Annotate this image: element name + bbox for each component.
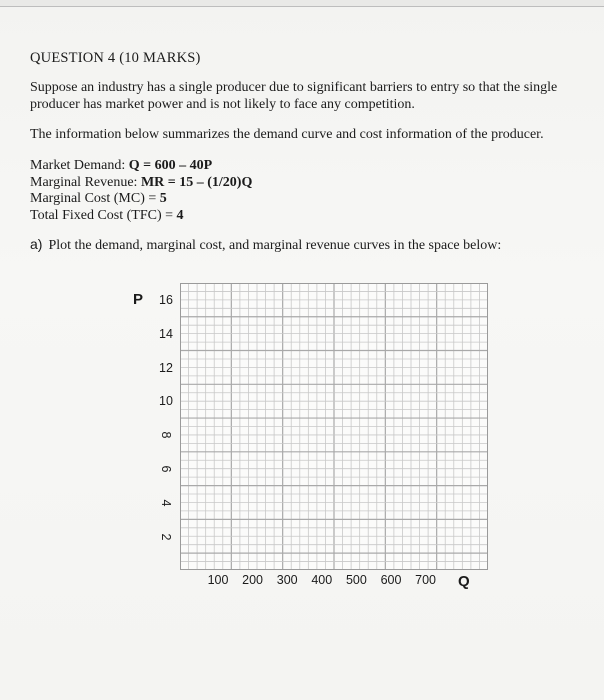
x-tick-label: 500	[345, 573, 367, 587]
x-tick-label: 100	[207, 573, 229, 587]
part-a-text: Plot the demand, marginal cost, and marginal revenue curves in the space below:	[48, 238, 502, 253]
y-tick-label: 10	[159, 394, 173, 409]
x-tick-label: 300	[276, 573, 298, 587]
y-axis-label: P	[133, 291, 144, 308]
equation-label: Total Fixed Cost (TFC) =	[30, 207, 177, 223]
y-tick-label: 8	[159, 431, 173, 439]
y-tick-label: 6	[159, 465, 173, 473]
part-a-label: a)	[30, 236, 43, 252]
equation-mr	[30, 175, 252, 192]
y-tick-label: 14	[159, 326, 173, 341]
x-tick-label: 200	[242, 573, 264, 587]
y-tick-label: 16	[159, 293, 173, 307]
equation-list	[30, 158, 252, 224]
x-tick-label: 700	[415, 573, 437, 587]
equation-formula: Q = 600 – 40P	[128, 158, 213, 173]
equation-formula: 5	[159, 191, 167, 206]
page-top-edge	[0, 0, 604, 7]
x-tick-label: 600	[380, 573, 402, 587]
equation-mc	[30, 191, 252, 208]
equation-formula: MR = 15 – (1/20)Q	[140, 174, 253, 190]
summary-paragraph: The information below summarizes the demand curve and cost information of the producer.	[30, 127, 544, 142]
plot-grid[interactable]	[180, 283, 488, 570]
equation-label: Market Demand:	[30, 158, 129, 173]
y-tick-label: 2	[159, 533, 173, 541]
question-heading: QUESTION 4 (10 MARKS)	[30, 50, 201, 66]
equation-tfc	[30, 208, 252, 225]
part-a	[30, 236, 501, 254]
equation-label: Marginal Revenue:	[30, 174, 141, 190]
equation-demand	[30, 158, 252, 175]
intro-paragraph: Suppose an industry has a single producer due to significant barriers to entry so that the single producer has market power and is not likely to face any competition.	[30, 80, 558, 112]
x-tick-label: 400	[311, 573, 333, 587]
y-tick-label: 12	[159, 360, 173, 375]
x-axis-label: Q	[458, 573, 470, 590]
y-tick-label: 4	[159, 499, 173, 507]
equation-formula: 4	[176, 207, 184, 223]
equation-label: Marginal Cost (MC) =	[30, 191, 160, 206]
